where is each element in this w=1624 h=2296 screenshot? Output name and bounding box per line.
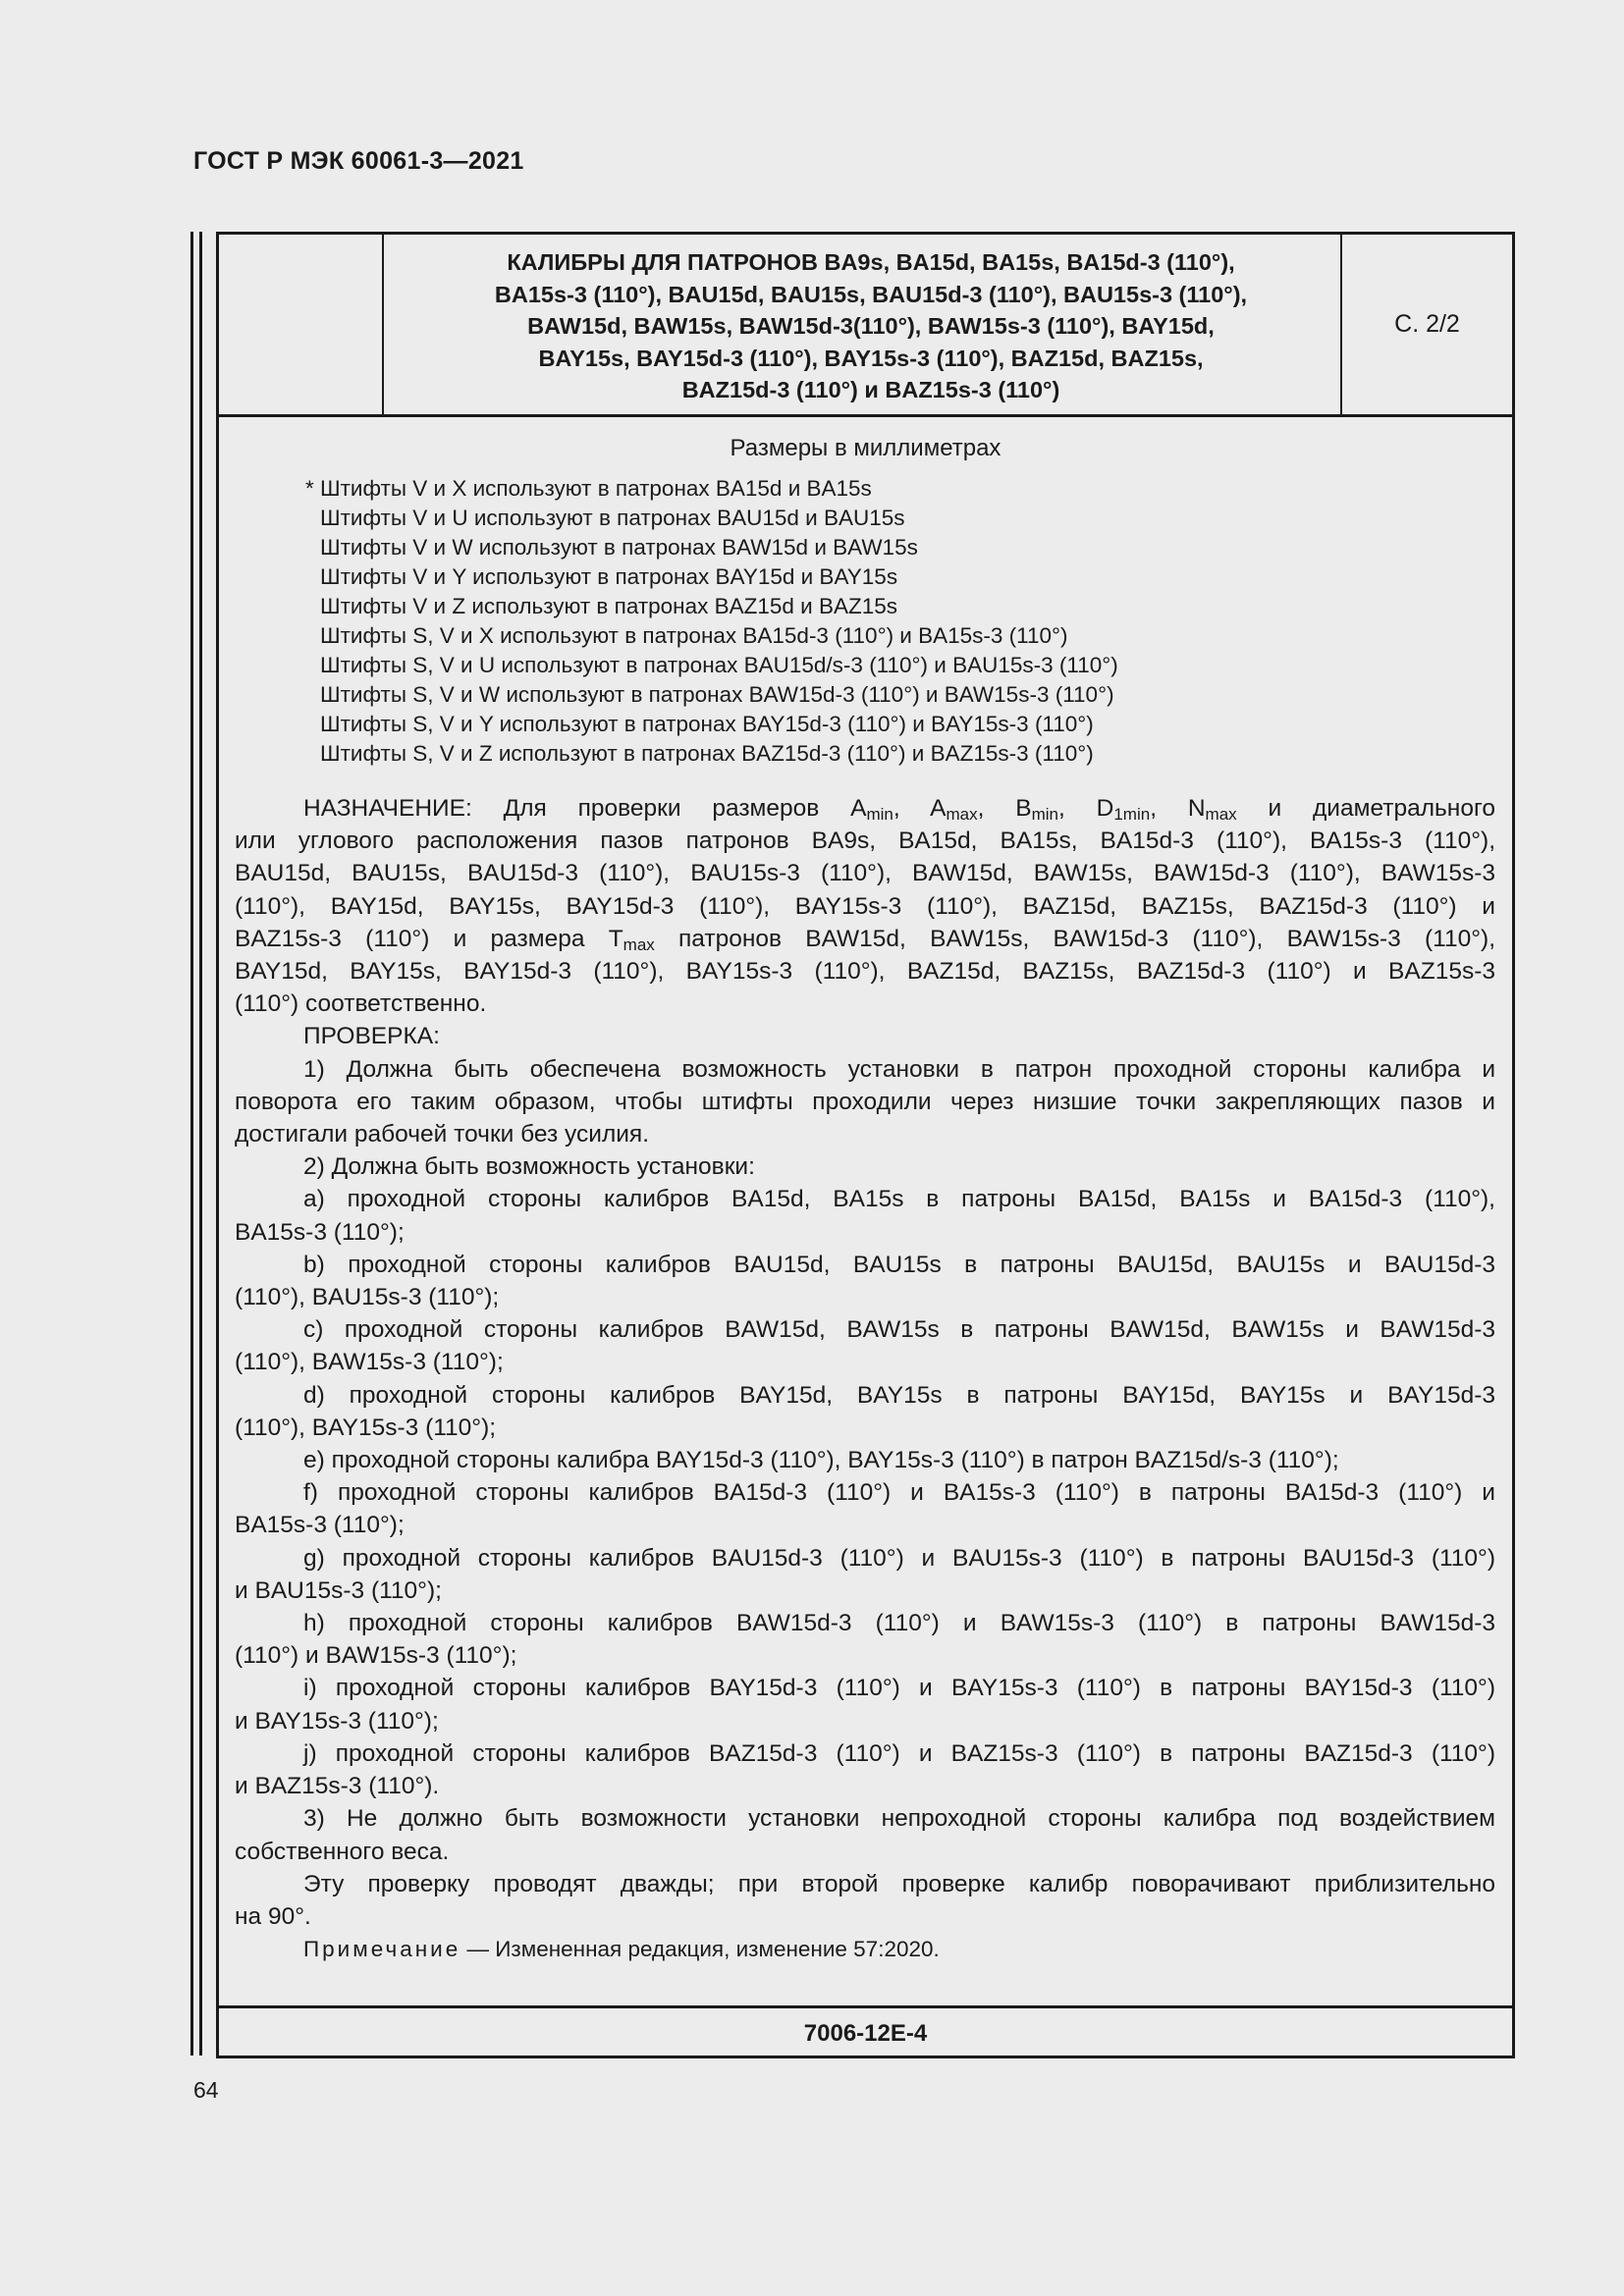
item3-line: 3) Не должно быть возможности установки непроходной стороны калибра под воздействием [303, 1805, 1495, 1833]
title-line: BAW15d, BAW15s, BAW15d-3(110°), BAW15s-3 (110°), BAY15d, [527, 313, 1215, 339]
pin-note: Штифты V и Y используют в патронах BAY15d и BAY15s [320, 564, 898, 589]
purpose-line: или углового расположения пазов патронов BA9s, BA15d, BA15s, BA15d-3 (110°), BA15s-3 (110°), [235, 828, 1495, 855]
amendment-note [235, 1933, 1495, 1965]
item2-line: d) проходной стороны калибров BAY15d, BAY15s в патроны BAY15d, BAY15s и BAY15d-3 [303, 1381, 1495, 1409]
item1-line: достигали рабочей точки без усилия. [235, 1121, 650, 1148]
item2-line: e) проходной стороны калибра BAY15d-3 (110°), BAY15s-3 (110°) в патрон BAZ15d/s-3 (110°); [303, 1447, 1339, 1474]
item1-line: поворота его таким образом, чтобы штифты проходили через низшие точки закрепляющих пазов и [235, 1088, 1495, 1115]
item2-line: b) проходной стороны калибров BAU15d, BAU15s в патроны BAU15d, BAU15s и BAU15d-3 [303, 1251, 1495, 1278]
pin-note: * Штифты V и X используют в патронах BA15d и BA15s [305, 476, 872, 501]
header-blank-cell [219, 235, 384, 414]
purpose-line: BAU15d, BAU15s, BAU15d-3 (110°), BAU15s-3 (110°), BAW15d, BAW15s, BAW15d-3 (110°), BAW15s-3 [235, 860, 1495, 887]
item2-line: a) проходной стороны калибров BA15d, BA15s в патроны BA15d, BA15s и BA15d-3 (110°), [303, 1186, 1495, 1213]
sheet-header [219, 235, 1512, 417]
item1-line: 1) Должна быть обеспечена возможность установки в патрон проходной стороны калибра и [303, 1055, 1495, 1083]
item3-line: собственного веса. [235, 1838, 450, 1865]
repeat-line: на 90°. [235, 1902, 311, 1930]
purpose-line: BAY15d, BAY15s, BAY15d-3 (110°), BAY15s-3 (110°), BAZ15d, BAZ15s, BAZ15d-3 (110°) и BAZ15s-3 [235, 958, 1495, 986]
note-text: — Измененная редакция, изменение 57:2020. [460, 1937, 940, 1962]
sheet-frame [216, 232, 1515, 2058]
item2-line: BA15s-3 (110°); [235, 1218, 405, 1246]
pin-note: Штифты S, V и X используют в патронах BA15d-3 (110°) и BA15s-3 (110°) [320, 623, 1068, 648]
note-label: Примечание [303, 1937, 461, 1962]
title-line: BAY15s, BAY15d-3 (110°), BAY15s-3 (110°), BAZ15d, BAZ15s, [538, 345, 1204, 371]
units-note: Размеры в миллиметрах [730, 435, 1001, 461]
check-heading: ПРОВЕРКА: [303, 1023, 440, 1050]
item2-line: c) проходной стороны калибров BAW15d, BAW15s в патроны BAW15d, BAW15s и BAW15d-3 [303, 1316, 1495, 1344]
title-line: BA15s-3 (110°), BAU15d, BAU15s, BAU15d-3 (110°), BAU15s-3 (110°), [494, 281, 1248, 307]
sheet-code: 7006-12E-4 [219, 2005, 1512, 2058]
margin-rule [199, 232, 202, 2056]
pin-note: Штифты S, V и Z используют в патронах BAZ15d-3 (110°) и BAZ15s-3 (110°) [320, 741, 1094, 766]
item2-line: и BAY15s-3 (110°); [235, 1707, 439, 1735]
item2-line: j) проходной стороны калибров BAZ15d-3 (110°) и BAZ15s-3 (110°) в патроны BAZ15d-3 (110°) [303, 1739, 1495, 1767]
purpose-line: (110°) соответственно. [235, 990, 487, 1018]
sheet-number: С. 2/2 [1394, 310, 1460, 338]
margin-rule [190, 232, 193, 2056]
item2-line: f) проходной стороны калибров BA15d-3 (110°) и BA15s-3 (110°) в патроны BA15d-3 (110°) и [303, 1479, 1495, 1507]
purpose-line: BAZ15s-3 (110°) и размера $T_{max}$ патронов BAW15d, BAW15s, BAW15d-3 (110°), BAW15s-3 (110°), [235, 925, 1495, 954]
pin-note: Штифты V и Z используют в патронах BAZ15d и BAZ15s [320, 594, 898, 618]
item2-line: (110°) и BAW15s-3 (110°); [235, 1642, 517, 1670]
document-code: ГОСТ Р МЭК 60061-3—2021 [193, 147, 524, 175]
pin-note: Штифты V и U используют в патронах BAU15d и BAU15s [320, 506, 905, 530]
item2-line: BA15s-3 (110°); [235, 1512, 405, 1539]
item2-heading: 2) Должна быть возможность установки: [303, 1153, 755, 1181]
title-line: КАЛИБРЫ ДЛЯ ПАТРОНОВ BA9s, BA15d, BA15s, BA15d-3 (110°), [507, 249, 1235, 275]
title-line: BAZ15d-3 (110°) и BAZ15s-3 (110°) [681, 377, 1060, 402]
repeat-line: Эту проверку проводят дважды; при второй проверке калибр поворачивают приблизительно [303, 1870, 1495, 1897]
item2-line: и BAU15s-3 (110°); [235, 1576, 442, 1604]
item2-line: и BAZ15s-3 (110°). [235, 1773, 440, 1800]
pin-usage-list [305, 474, 1118, 769]
body-text [235, 792, 1495, 1965]
pin-note: Штифты S, V и U используют в патронах BAU15d/s-3 (110°) и BAU15s-3 (110°) [320, 653, 1118, 677]
item2-line: g) проходной стороны калибров BAU15d-3 (110°) и BAU15s-3 (110°) в патроны BAU15d-3 (110°) [303, 1544, 1495, 1572]
pin-note: Штифты V и W используют в патронах BAW15d и BAW15s [320, 535, 918, 560]
pin-note: Штифты S, V и W используют в патронах BAW15d-3 (110°) и BAW15s-3 (110°) [320, 682, 1114, 707]
item2-line: (110°), BAW15s-3 (110°); [235, 1349, 504, 1376]
purpose-line: НАЗНАЧЕНИЕ: Для проверки размеров $A_{min}$, $A_{max}$, $B_{min}$, $D_{1min}$, $N_{max}$ и диаметрального [303, 795, 1495, 824]
page-number: 64 [193, 2077, 219, 2103]
pin-note: Штифты S, V и Y используют в патронах BAY15d-3 (110°) и BAY15s-3 (110°) [320, 712, 1094, 736]
sheet-title [384, 246, 1358, 406]
item2-line: h) проходной стороны калибров BAW15d-3 (110°) и BAW15s-3 (110°) в патроны BAW15d-3 [303, 1610, 1495, 1637]
item2-line: (110°), BAY15s-3 (110°); [235, 1414, 497, 1441]
item2-line: i) проходной стороны калибров BAY15d-3 (110°) и BAY15s-3 (110°) в патроны BAY15d-3 (110°) [303, 1675, 1495, 1702]
purpose-line: (110°), BAY15d, BAY15s, BAY15d-3 (110°), BAY15s-3 (110°), BAZ15d, BAZ15s, BAZ15d-3 (110°) и [235, 892, 1495, 920]
item2-line: (110°), BAU15s-3 (110°); [235, 1284, 500, 1311]
